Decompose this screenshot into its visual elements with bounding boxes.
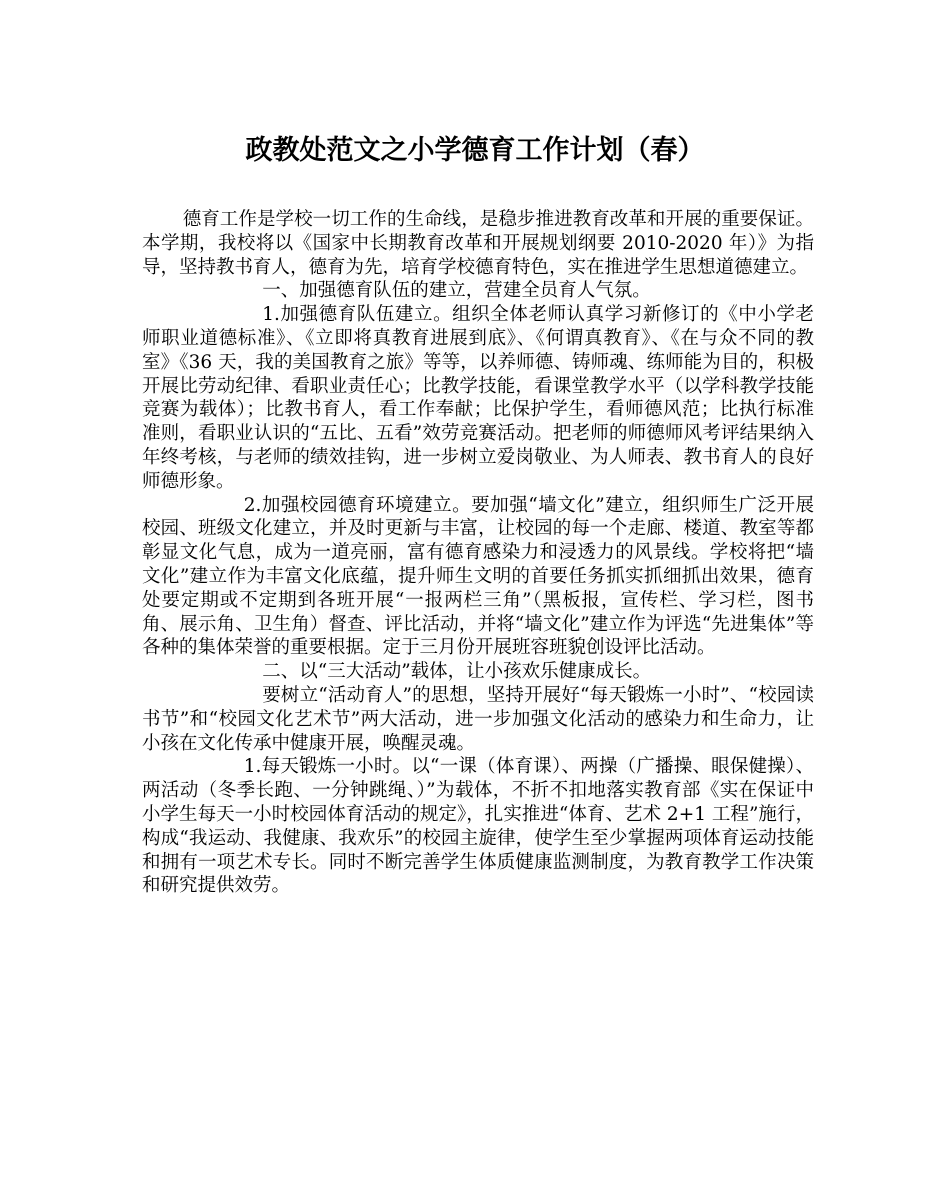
section-heading-2: 二、以“三大活动”载体，让小孩欢乐健康成长。: [262, 661, 652, 683]
paragraph-2-1: 1.每天锻炼一小时。以“一课（体育课）、两操（广播操、眼保健操）、两活动（冬季长跑、一分钟跳绳、）”为载体，不折不扣地落实教育部《实在保证中小学生每天一小时校园体育活动的规定》，扎实推进“体育、艺术 2+1 工程”施行，构成“我运动、我健康、我欢乐”的校园主旋律，使学生至少掌握两项体育运动技能和拥有一项艺术专长。同时不断完善学生体质健康监测制度，为教育教学工作决策和研究提供效劳。: [142, 756, 814, 897]
document-body: [142, 208, 814, 898]
paragraph-2-intro: 要树立“活动育人”的思想，坚持开展好“每天锻炼一小时”、“校园读书节”和“校园文化艺术节”两大活动，进一步加强文化活动的感染力和生命力，让小孩在文化传承中健康开展，唤醒灵魂。: [142, 684, 814, 754]
paragraph-1-1: 1.加强德育队伍建立。组织全体老师认真学习新修订的《中小学老师职业道德标准》、《立即将真教育进展到底》、《何谓真教育》、《在与众不同的教室》《36 天，我的美国教育之旅》等等，以养师德、铸师魂、练师能为目的，积极开展比劳动纪律、看职业责任心；比教学技能，看课堂教学水平（以学科教学技能竞赛为载体）；比教书育人，看工作奉献；比保护学生，看师德风范；比执行标准准则，看职业认识的“五比、五看”效劳竞赛活动。把老师的师德师风考评结果纳入年终考核，与老师的绩效挂钩，进一步树立爱岗敬业、为人师表、教书育人的良好师德形象。: [142, 304, 814, 492]
paragraph-1-2: 2.加强校园德育环境建立。要加强“墙文化”建立，组织师生广泛开展校园、班级文化建立，并及时更新与丰富，让校园的每一个走廊、楼道、教室等都彰显文化气息，成为一道亮丽，富有德育感染力和浸透力的风景线。学校将把“墙文化”建立作为丰富文化底蕴，提升师生文明的首要任务抓实抓细抓出效果，德育处要定期或不定期到各班开展“一报两栏三角”（黑板报，宣传栏、学习栏，图书角、展示角、卫生角）督查、评比活动，并将“墙文化”建立作为评选“先进集体”等各种的集体荣誉的重要根据。定于三月份开展班容班貌创设评比活动。: [142, 494, 814, 659]
section-heading-1: 一、加强德育队伍的建立，营建全员育人气氛。: [262, 280, 651, 302]
document-title: 政教处范文之小学德育工作计划（春）: [245, 135, 705, 166]
paragraph-intro: 德育工作是学校一切工作的生命线，是稳步推进教育改革和开展的重要保证。本学期，我校将以《国家中长期教育改革和开展规划纲要 2010-2020 年）》为指导，坚持教书育人，德育为先，培育学校德育特色，实在推进学生思想道德建立。: [142, 209, 814, 278]
